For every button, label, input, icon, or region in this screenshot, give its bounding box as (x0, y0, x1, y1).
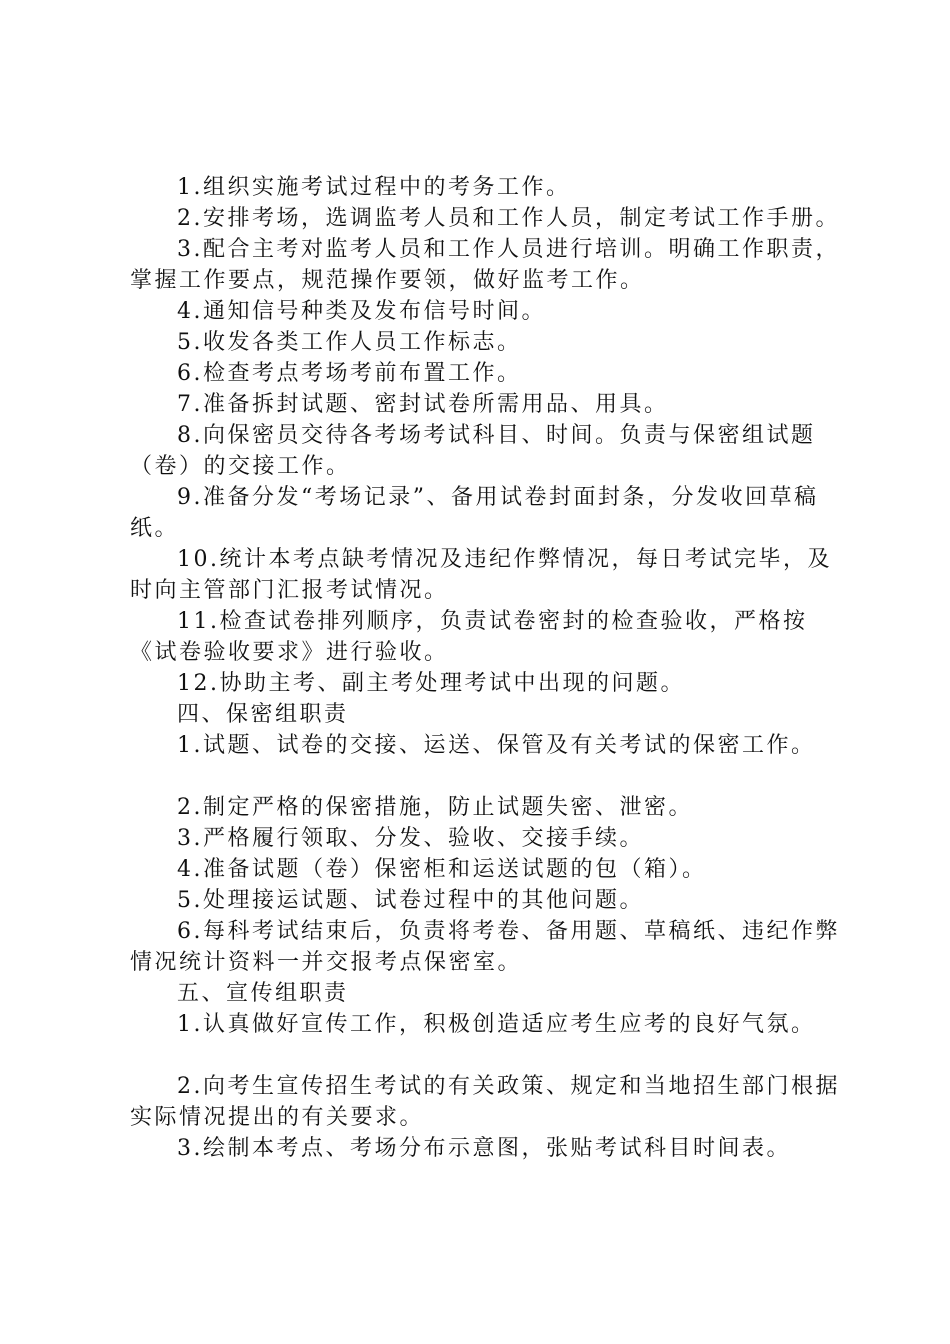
paragraph: 2.制定严格的保密措施，防止试题失密、泄密。 (177, 795, 693, 820)
section-heading: 四、保密组职责 (177, 702, 349, 727)
paragraph: 11.检查试卷排列顺序，负责试卷密封的检查验收，严格按《试卷验收要求》进行验收。 (130, 609, 808, 665)
paragraph: 2.安排考场，选调监考人员和工作人员，制定考试工作手册。 (177, 206, 840, 231)
paragraph: 12.协助主考、副主考处理考试中出现的问题。 (177, 671, 685, 696)
paragraph: 1.认真做好宣传工作，积极创造适应考生应考的良好气氛。 (177, 1012, 816, 1037)
paragraph: 8.向保密员交待各考场考试科目、时间。负责与保密组试题（卷）的交接工作。 (130, 423, 816, 479)
paragraph: 6.每科考试结束后，负责将考卷、备用题、草稿纸、违纪作弊情况统计资料一并交报考点保密室。 (130, 919, 840, 975)
document-body (130, 172, 850, 1164)
section-heading: 五、宣传组职责 (177, 981, 349, 1006)
paragraph: 7.准备拆封试题、密封试卷所需用品、用具。 (177, 392, 669, 417)
paragraph: 3.配合主考对监考人员和工作人员进行培训。明确工作职责，掌握工作要点，规范操作要领，做好监考工作。 (130, 237, 840, 293)
paragraph: 5.收发各类工作人员工作标志。 (177, 330, 522, 355)
paragraph: 9.准备分发“考场记录”、备用试卷封面封条，分发收回草稿纸。 (130, 485, 819, 541)
paragraph: 1.组织实施考试过程中的考务工作。 (177, 175, 571, 200)
paragraph: 3.绘制本考点、考场分布示意图，张贴考试科目时间表。 (177, 1136, 791, 1161)
paragraph: 4.通知信号种类及发布信号时间。 (177, 299, 546, 324)
paragraph: 6.检查考点考场考前布置工作。 (177, 361, 522, 386)
paragraph: 5.处理接运试题、试卷过程中的其他问题。 (177, 888, 644, 913)
paragraph: 10.统计本考点缺考情况及违纪作弊情况，每日考试完毕，及时向主管部门汇报考试情况。 (130, 547, 832, 603)
paragraph: 4.准备试题（卷）保密柜和运送试题的包（箱）。 (177, 857, 707, 882)
paragraph: 1.试题、试卷的交接、运送、保管及有关考试的保密工作。 (177, 733, 816, 758)
paragraph: 3.严格履行领取、分发、验收、交接手续。 (177, 826, 644, 851)
paragraph: 2.向考生宣传招生考试的有关政策、规定和当地招生部门根据实际情况提出的有关要求。 (130, 1074, 840, 1130)
